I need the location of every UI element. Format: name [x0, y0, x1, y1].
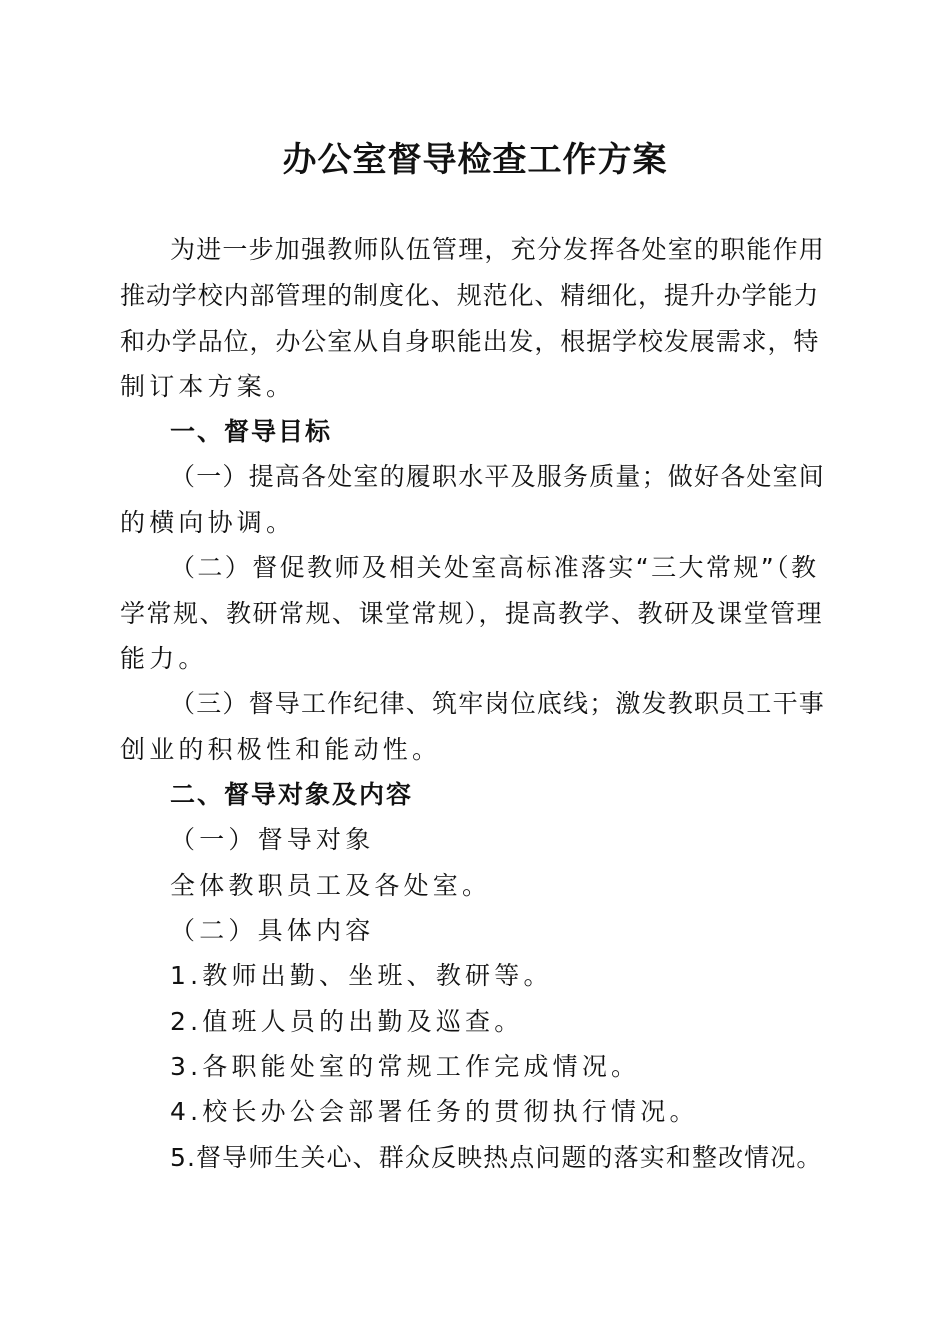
paragraph-line: （一）提高各处室的履职水平及服务质量；做好各处室间: [170, 462, 826, 491]
paragraph-line: 和办学品位，办公室从自身职能出发，根据学校发展需求，特: [120, 327, 820, 356]
list-item: 1.教师出勤、坐班、教研等。: [170, 961, 553, 990]
paragraph-line: 能力。: [120, 644, 208, 673]
document-title: 办公室督导检查工作方案: [282, 140, 668, 180]
paragraph-line: 制订本方案。: [120, 372, 296, 401]
list-item: 5.督导师生关心、群众反映热点问题的落实和整改情况。: [170, 1143, 823, 1172]
paragraph-line: （三）督导工作纪律、筑牢岗位底线；激发教职员工干事: [170, 689, 826, 718]
section-heading: 二、督导对象及内容: [170, 780, 414, 809]
paragraph-line: 创业的积极性和能动性。: [120, 735, 442, 764]
paragraph-line: 学常规、教研常规、课堂常规），提高教学、教研及课堂管理: [120, 599, 824, 628]
subsection-heading: （二）具体内容: [170, 916, 375, 945]
paragraph-line: 为进一步加强教师队伍管理，充分发挥各处室的职能作用: [170, 235, 826, 264]
list-item: 3.各职能处室的常规工作完成情况。: [170, 1052, 641, 1081]
subsection-heading: （一）督导对象: [170, 825, 375, 854]
paragraph-line: （二）督促教师及相关处室高标准落实“三大常规”（教: [170, 553, 819, 582]
paragraph-line: 推动学校内部管理的制度化、规范化、精细化，提升办学能力: [120, 281, 820, 310]
list-item: 2.值班人员的出勤及巡查。: [170, 1007, 524, 1036]
paragraph-line: 的横向协调。: [120, 508, 296, 537]
paragraph-line: 全体教职员工及各处室。: [170, 871, 492, 900]
list-item: 4.校长办公会部署任务的贯彻执行情况。: [170, 1097, 699, 1126]
section-heading: 一、督导目标: [170, 417, 333, 446]
